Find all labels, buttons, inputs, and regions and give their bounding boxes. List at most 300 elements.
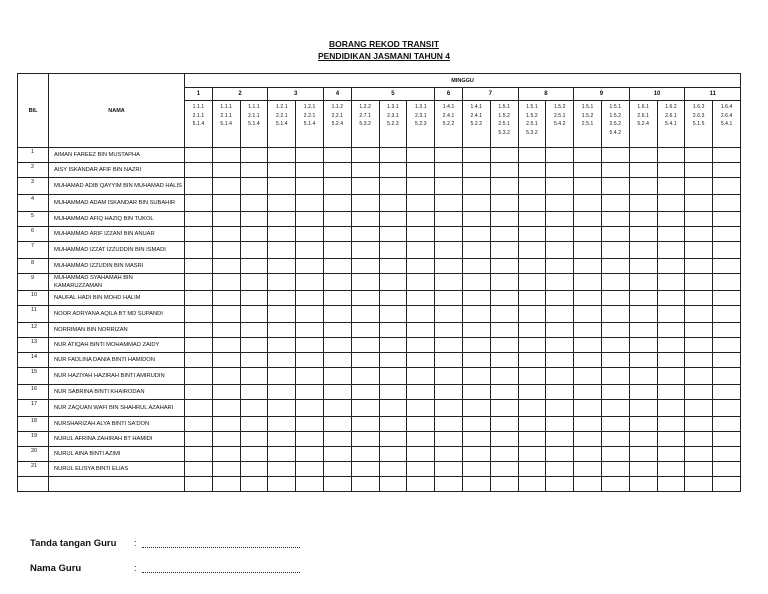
record-cell[interactable] [546, 227, 574, 242]
record-cell[interactable] [435, 212, 463, 227]
record-cell[interactable] [713, 323, 741, 338]
record-cell[interactable] [518, 274, 546, 291]
record-cell[interactable] [268, 242, 296, 259]
record-cell[interactable] [185, 338, 213, 353]
record-cell[interactable] [240, 163, 268, 178]
record-cell[interactable] [685, 400, 713, 417]
record-cell[interactable] [212, 148, 240, 163]
record-cell[interactable] [323, 227, 351, 242]
record-cell[interactable] [268, 291, 296, 306]
record-cell[interactable] [685, 353, 713, 368]
record-cell[interactable] [601, 291, 629, 306]
record-cell[interactable] [435, 385, 463, 400]
record-cell[interactable] [240, 323, 268, 338]
record-cell[interactable] [629, 400, 657, 417]
record-cell[interactable] [713, 259, 741, 274]
record-cell[interactable] [574, 462, 602, 477]
record-cell[interactable] [296, 338, 324, 353]
record-cell[interactable] [185, 227, 213, 242]
record-cell[interactable] [351, 259, 379, 274]
record-cell[interactable] [546, 323, 574, 338]
record-cell[interactable] [240, 291, 268, 306]
record-cell[interactable] [212, 477, 240, 492]
record-cell[interactable] [185, 274, 213, 291]
record-cell[interactable] [435, 417, 463, 432]
record-cell[interactable] [490, 242, 518, 259]
record-cell[interactable] [685, 163, 713, 178]
record-cell[interactable] [296, 306, 324, 323]
record-cell[interactable] [518, 432, 546, 447]
record-cell[interactable] [629, 338, 657, 353]
record-cell[interactable] [462, 353, 490, 368]
record-cell[interactable] [490, 306, 518, 323]
record-cell[interactable] [490, 291, 518, 306]
record-cell[interactable] [601, 462, 629, 477]
record-cell[interactable] [407, 274, 435, 291]
record-cell[interactable] [435, 195, 463, 212]
record-cell[interactable] [601, 163, 629, 178]
record-cell[interactable] [268, 163, 296, 178]
record-cell[interactable] [268, 462, 296, 477]
record-cell[interactable] [296, 417, 324, 432]
record-cell[interactable] [268, 212, 296, 227]
record-cell[interactable] [685, 338, 713, 353]
record-cell[interactable] [268, 274, 296, 291]
record-cell[interactable] [379, 306, 407, 323]
record-cell[interactable] [518, 447, 546, 462]
record-cell[interactable] [268, 323, 296, 338]
record-cell[interactable] [351, 432, 379, 447]
record-cell[interactable] [574, 178, 602, 195]
record-cell[interactable] [323, 400, 351, 417]
record-cell[interactable] [685, 462, 713, 477]
record-cell[interactable] [518, 462, 546, 477]
record-cell[interactable] [268, 368, 296, 385]
record-cell[interactable] [657, 432, 685, 447]
record-cell[interactable] [462, 323, 490, 338]
record-cell[interactable] [351, 323, 379, 338]
record-cell[interactable] [713, 400, 741, 417]
record-cell[interactable] [518, 242, 546, 259]
record-cell[interactable] [685, 323, 713, 338]
record-cell[interactable] [518, 400, 546, 417]
record-cell[interactable] [212, 323, 240, 338]
record-cell[interactable] [629, 306, 657, 323]
record-cell[interactable] [629, 432, 657, 447]
record-cell[interactable] [379, 353, 407, 368]
record-cell[interactable] [240, 477, 268, 492]
record-cell[interactable] [379, 212, 407, 227]
record-cell[interactable] [379, 432, 407, 447]
record-cell[interactable] [268, 385, 296, 400]
record-cell[interactable] [518, 338, 546, 353]
record-cell[interactable] [657, 385, 685, 400]
record-cell[interactable] [490, 338, 518, 353]
record-cell[interactable] [435, 400, 463, 417]
record-cell[interactable] [435, 462, 463, 477]
record-cell[interactable] [407, 306, 435, 323]
record-cell[interactable] [546, 400, 574, 417]
record-cell[interactable] [574, 242, 602, 259]
record-cell[interactable] [546, 212, 574, 227]
record-cell[interactable] [629, 227, 657, 242]
record-cell[interactable] [518, 212, 546, 227]
record-cell[interactable] [185, 447, 213, 462]
record-cell[interactable] [268, 353, 296, 368]
record-cell[interactable] [685, 291, 713, 306]
record-cell[interactable] [379, 323, 407, 338]
record-cell[interactable] [296, 195, 324, 212]
record-cell[interactable] [379, 385, 407, 400]
record-cell[interactable] [462, 242, 490, 259]
record-cell[interactable] [629, 212, 657, 227]
record-cell[interactable] [323, 242, 351, 259]
record-cell[interactable] [212, 353, 240, 368]
record-cell[interactable] [601, 417, 629, 432]
record-cell[interactable] [713, 447, 741, 462]
record-cell[interactable] [574, 353, 602, 368]
record-cell[interactable] [296, 163, 324, 178]
record-cell[interactable] [296, 227, 324, 242]
record-cell[interactable] [379, 259, 407, 274]
record-cell[interactable] [351, 338, 379, 353]
record-cell[interactable] [268, 432, 296, 447]
record-cell[interactable] [212, 291, 240, 306]
record-cell[interactable] [657, 212, 685, 227]
record-cell[interactable] [435, 477, 463, 492]
record-cell[interactable] [518, 353, 546, 368]
record-cell[interactable] [323, 195, 351, 212]
record-cell[interactable] [240, 368, 268, 385]
record-cell[interactable] [462, 385, 490, 400]
record-cell[interactable] [212, 417, 240, 432]
record-cell[interactable] [462, 178, 490, 195]
record-cell[interactable] [351, 400, 379, 417]
record-cell[interactable] [185, 432, 213, 447]
record-cell[interactable] [462, 306, 490, 323]
record-cell[interactable] [296, 462, 324, 477]
record-cell[interactable] [713, 212, 741, 227]
record-cell[interactable] [240, 259, 268, 274]
record-cell[interactable] [574, 274, 602, 291]
record-cell[interactable] [268, 195, 296, 212]
record-cell[interactable] [240, 353, 268, 368]
record-cell[interactable] [212, 338, 240, 353]
record-cell[interactable] [407, 400, 435, 417]
record-cell[interactable] [212, 368, 240, 385]
record-cell[interactable] [629, 462, 657, 477]
record-cell[interactable] [574, 385, 602, 400]
record-cell[interactable] [435, 368, 463, 385]
record-cell[interactable] [323, 447, 351, 462]
record-cell[interactable] [435, 227, 463, 242]
record-cell[interactable] [490, 148, 518, 163]
record-cell[interactable] [685, 148, 713, 163]
record-cell[interactable] [296, 259, 324, 274]
record-cell[interactable] [379, 338, 407, 353]
record-cell[interactable] [629, 447, 657, 462]
record-cell[interactable] [323, 274, 351, 291]
record-cell[interactable] [323, 163, 351, 178]
record-cell[interactable] [268, 477, 296, 492]
record-cell[interactable] [490, 462, 518, 477]
record-cell[interactable] [462, 195, 490, 212]
record-cell[interactable] [351, 163, 379, 178]
record-cell[interactable] [435, 259, 463, 274]
record-cell[interactable] [462, 291, 490, 306]
record-cell[interactable] [379, 242, 407, 259]
record-cell[interactable] [601, 477, 629, 492]
record-cell[interactable] [518, 227, 546, 242]
record-cell[interactable] [379, 417, 407, 432]
record-cell[interactable] [212, 274, 240, 291]
record-cell[interactable] [518, 195, 546, 212]
record-cell[interactable] [435, 242, 463, 259]
record-cell[interactable] [574, 163, 602, 178]
record-cell[interactable] [713, 338, 741, 353]
record-cell[interactable] [268, 148, 296, 163]
record-cell[interactable] [518, 477, 546, 492]
teacher-signature-line[interactable] [142, 541, 300, 548]
record-cell[interactable] [351, 148, 379, 163]
record-cell[interactable] [546, 178, 574, 195]
record-cell[interactable] [546, 195, 574, 212]
record-cell[interactable] [351, 195, 379, 212]
record-cell[interactable] [490, 400, 518, 417]
record-cell[interactable] [296, 368, 324, 385]
record-cell[interactable] [518, 178, 546, 195]
record-cell[interactable] [574, 195, 602, 212]
record-cell[interactable] [601, 274, 629, 291]
record-cell[interactable] [685, 432, 713, 447]
record-cell[interactable] [240, 417, 268, 432]
record-cell[interactable] [601, 385, 629, 400]
record-cell[interactable] [268, 259, 296, 274]
record-cell[interactable] [240, 385, 268, 400]
record-cell[interactable] [490, 447, 518, 462]
record-cell[interactable] [351, 227, 379, 242]
record-cell[interactable] [462, 259, 490, 274]
record-cell[interactable] [435, 178, 463, 195]
record-cell[interactable] [657, 353, 685, 368]
record-cell[interactable] [407, 259, 435, 274]
record-cell[interactable] [268, 338, 296, 353]
record-cell[interactable] [407, 385, 435, 400]
record-cell[interactable] [351, 353, 379, 368]
record-cell[interactable] [462, 212, 490, 227]
record-cell[interactable] [490, 178, 518, 195]
record-cell[interactable] [240, 462, 268, 477]
record-cell[interactable] [713, 227, 741, 242]
record-cell[interactable] [407, 417, 435, 432]
record-cell[interactable] [379, 195, 407, 212]
record-cell[interactable] [296, 178, 324, 195]
record-cell[interactable] [490, 259, 518, 274]
record-cell[interactable] [435, 291, 463, 306]
record-cell[interactable] [268, 417, 296, 432]
record-cell[interactable] [601, 432, 629, 447]
record-cell[interactable] [268, 227, 296, 242]
record-cell[interactable] [407, 178, 435, 195]
record-cell[interactable] [462, 338, 490, 353]
record-cell[interactable] [351, 178, 379, 195]
record-cell[interactable] [574, 368, 602, 385]
record-cell[interactable] [546, 417, 574, 432]
record-cell[interactable] [657, 291, 685, 306]
record-cell[interactable] [212, 163, 240, 178]
record-cell[interactable] [518, 148, 546, 163]
record-cell[interactable] [212, 212, 240, 227]
record-cell[interactable] [629, 148, 657, 163]
record-cell[interactable] [407, 227, 435, 242]
record-cell[interactable] [490, 163, 518, 178]
record-cell[interactable] [657, 306, 685, 323]
record-cell[interactable] [685, 306, 713, 323]
record-cell[interactable] [240, 195, 268, 212]
record-cell[interactable] [601, 447, 629, 462]
record-cell[interactable] [713, 477, 741, 492]
record-cell[interactable] [685, 195, 713, 212]
record-cell[interactable] [240, 400, 268, 417]
record-cell[interactable] [601, 306, 629, 323]
record-cell[interactable] [323, 291, 351, 306]
record-cell[interactable] [462, 274, 490, 291]
record-cell[interactable] [185, 148, 213, 163]
record-cell[interactable] [685, 385, 713, 400]
record-cell[interactable] [601, 338, 629, 353]
record-cell[interactable] [629, 291, 657, 306]
record-cell[interactable] [379, 462, 407, 477]
record-cell[interactable] [574, 306, 602, 323]
record-cell[interactable] [546, 462, 574, 477]
record-cell[interactable] [185, 385, 213, 400]
record-cell[interactable] [323, 368, 351, 385]
record-cell[interactable] [546, 385, 574, 400]
record-cell[interactable] [185, 306, 213, 323]
record-cell[interactable] [601, 242, 629, 259]
record-cell[interactable] [185, 353, 213, 368]
record-cell[interactable] [323, 259, 351, 274]
record-cell[interactable] [574, 400, 602, 417]
record-cell[interactable] [212, 385, 240, 400]
record-cell[interactable] [351, 306, 379, 323]
record-cell[interactable] [713, 306, 741, 323]
record-cell[interactable] [518, 323, 546, 338]
record-cell[interactable] [546, 306, 574, 323]
record-cell[interactable] [185, 212, 213, 227]
record-cell[interactable] [379, 291, 407, 306]
record-cell[interactable] [657, 227, 685, 242]
record-cell[interactable] [490, 368, 518, 385]
record-cell[interactable] [407, 432, 435, 447]
record-cell[interactable] [601, 195, 629, 212]
record-cell[interactable] [462, 368, 490, 385]
record-cell[interactable] [657, 163, 685, 178]
record-cell[interactable] [407, 148, 435, 163]
record-cell[interactable] [574, 417, 602, 432]
record-cell[interactable] [435, 148, 463, 163]
record-cell[interactable] [185, 178, 213, 195]
record-cell[interactable] [657, 447, 685, 462]
record-cell[interactable] [351, 477, 379, 492]
record-cell[interactable] [296, 400, 324, 417]
record-cell[interactable] [657, 178, 685, 195]
record-cell[interactable] [546, 338, 574, 353]
record-cell[interactable] [490, 274, 518, 291]
record-cell[interactable] [490, 323, 518, 338]
record-cell[interactable] [546, 432, 574, 447]
record-cell[interactable] [462, 432, 490, 447]
record-cell[interactable] [685, 227, 713, 242]
record-cell[interactable] [296, 212, 324, 227]
record-cell[interactable] [407, 163, 435, 178]
teacher-name-line[interactable] [142, 566, 300, 573]
record-cell[interactable] [185, 163, 213, 178]
record-cell[interactable] [657, 368, 685, 385]
record-cell[interactable] [268, 178, 296, 195]
record-cell[interactable] [546, 353, 574, 368]
record-cell[interactable] [685, 417, 713, 432]
record-cell[interactable] [490, 432, 518, 447]
record-cell[interactable] [601, 368, 629, 385]
record-cell[interactable] [629, 163, 657, 178]
record-cell[interactable] [407, 323, 435, 338]
record-cell[interactable] [268, 306, 296, 323]
record-cell[interactable] [629, 477, 657, 492]
record-cell[interactable] [601, 148, 629, 163]
record-cell[interactable] [296, 291, 324, 306]
record-cell[interactable] [407, 338, 435, 353]
record-cell[interactable] [713, 163, 741, 178]
record-cell[interactable] [518, 306, 546, 323]
record-cell[interactable] [435, 323, 463, 338]
record-cell[interactable] [518, 417, 546, 432]
record-cell[interactable] [629, 259, 657, 274]
record-cell[interactable] [490, 195, 518, 212]
record-cell[interactable] [379, 274, 407, 291]
record-cell[interactable] [185, 417, 213, 432]
record-cell[interactable] [713, 385, 741, 400]
record-cell[interactable] [379, 227, 407, 242]
record-cell[interactable] [629, 417, 657, 432]
record-cell[interactable] [601, 178, 629, 195]
record-cell[interactable] [490, 477, 518, 492]
record-cell[interactable] [518, 259, 546, 274]
record-cell[interactable] [185, 242, 213, 259]
record-cell[interactable] [323, 178, 351, 195]
record-cell[interactable] [435, 274, 463, 291]
record-cell[interactable] [296, 323, 324, 338]
record-cell[interactable] [462, 148, 490, 163]
record-cell[interactable] [574, 323, 602, 338]
record-cell[interactable] [462, 400, 490, 417]
record-cell[interactable] [323, 385, 351, 400]
record-cell[interactable] [185, 323, 213, 338]
record-cell[interactable] [296, 353, 324, 368]
record-cell[interactable] [323, 212, 351, 227]
record-cell[interactable] [574, 259, 602, 274]
record-cell[interactable] [685, 368, 713, 385]
record-cell[interactable] [546, 368, 574, 385]
record-cell[interactable] [657, 195, 685, 212]
record-cell[interactable] [407, 447, 435, 462]
record-cell[interactable] [240, 242, 268, 259]
record-cell[interactable] [185, 259, 213, 274]
record-cell[interactable] [212, 462, 240, 477]
record-cell[interactable] [212, 242, 240, 259]
record-cell[interactable] [240, 432, 268, 447]
record-cell[interactable] [435, 432, 463, 447]
